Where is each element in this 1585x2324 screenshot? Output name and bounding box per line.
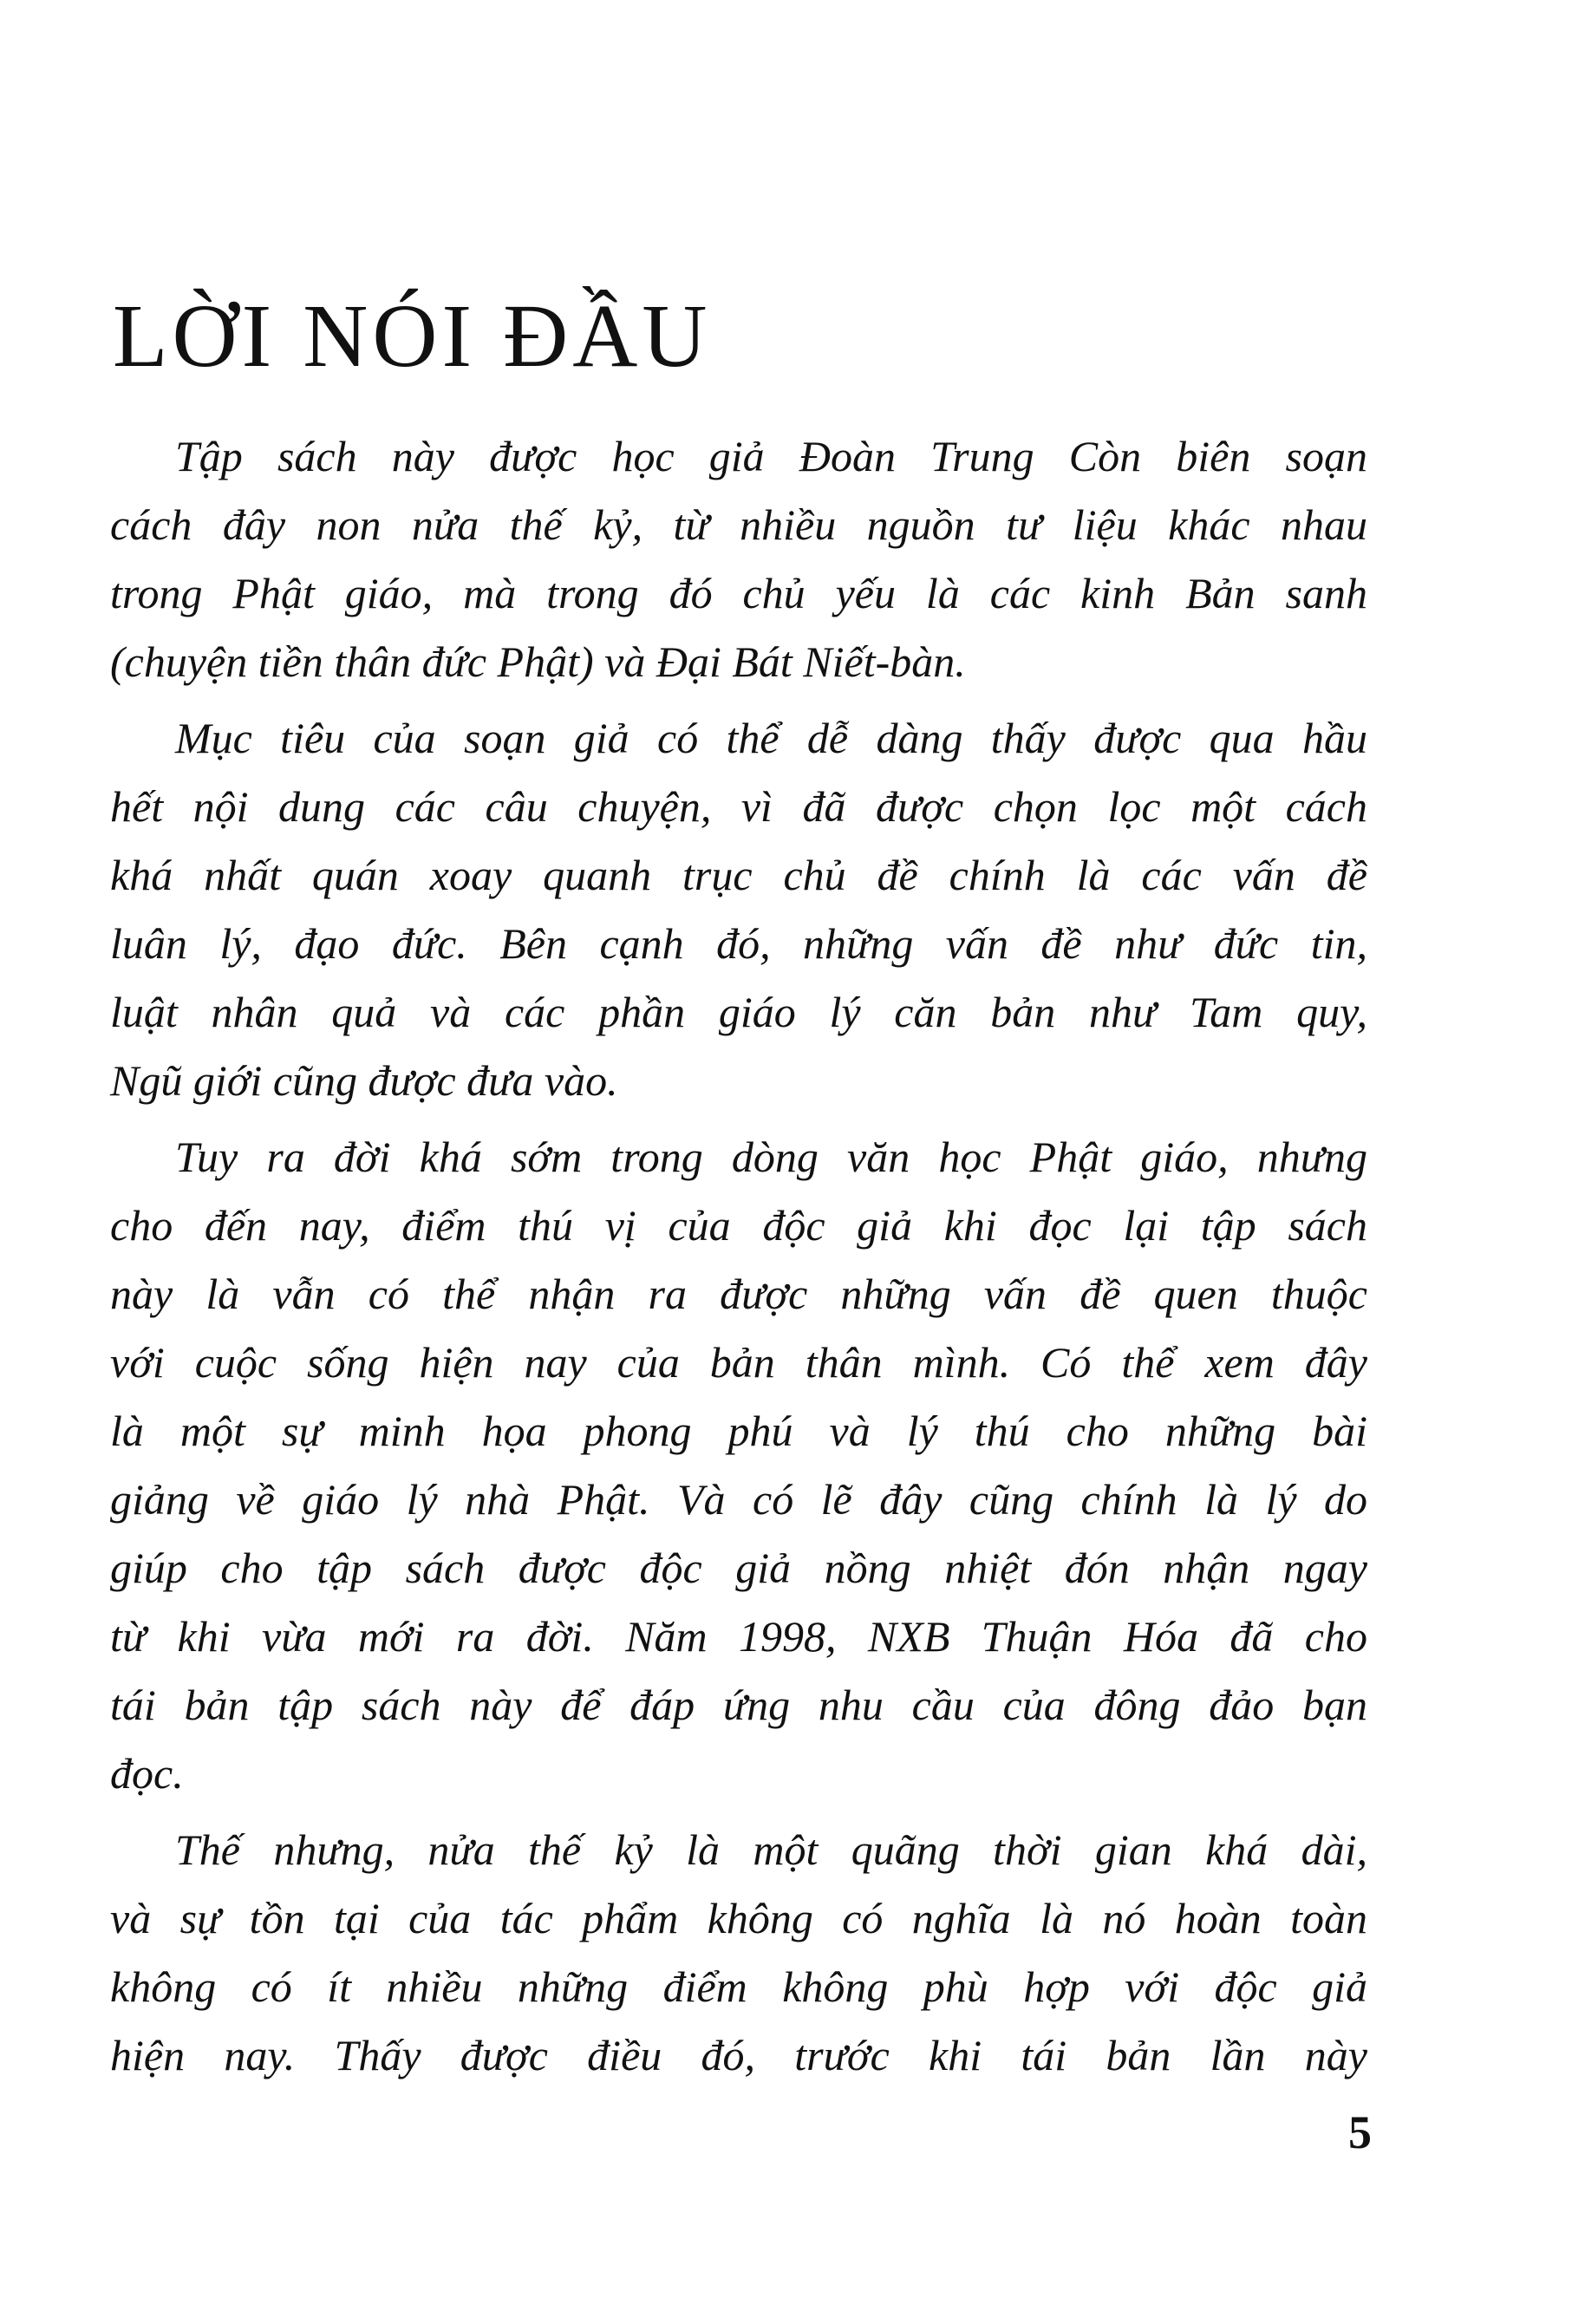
paragraph-4-line: hiện nay. Thấy được điều đó, trước khi tái bản lần này bbox=[110, 2031, 1367, 2079]
paragraph-3-line: Tuy ra đời khá sớm trong dòng văn học Phật giáo, nhưng bbox=[175, 1133, 1367, 1181]
paragraph-1-line: cách đây non nửa thế kỷ, từ nhiều nguồn tư liệu khác nhau bbox=[110, 500, 1367, 549]
paragraph-4-line: không có ít nhiều những điểm không phù hợp với độc giả bbox=[110, 1962, 1367, 2011]
paragraph-2-line: luân lý, đạo đức. Bên cạnh đó, những vấn đề như đức tin, bbox=[110, 919, 1367, 968]
paragraph-3-line: giúp cho tập sách được độc giả nồng nhiệt đón nhận ngay bbox=[110, 1544, 1367, 1592]
body-text bbox=[110, 422, 1367, 2090]
paragraph-4-line: Thế nhưng, nửa thế kỷ là một quãng thời gian khá dài, bbox=[175, 1825, 1367, 1874]
paragraph-4-line: và sự tồn tại của tác phẩm không có nghĩa là nó hoàn toàn bbox=[110, 1894, 1367, 1942]
page-number: 5 bbox=[1348, 2106, 1372, 2158]
paragraph-3-line: giảng về giáo lý nhà Phật. Và có lẽ đây cũng chính là lý do bbox=[110, 1475, 1367, 1524]
paragraph-3-line: này là vẫn có thể nhận ra được những vấn đề quen thuộc bbox=[110, 1270, 1367, 1318]
page-heading: LỜI NÓI ĐẦU bbox=[113, 286, 712, 386]
paragraph-3-line: tái bản tập sách này để đáp ứng nhu cầu của đông đảo bạn bbox=[110, 1681, 1367, 1729]
paragraph-2-line: khá nhất quán xoay quanh trục chủ đề chính là các vấn đề bbox=[110, 851, 1367, 899]
paragraph-3-line: với cuộc sống hiện nay của bản thân mình. Có thể xem đây bbox=[110, 1338, 1367, 1387]
paragraph-2-line: luật nhân quả và các phần giáo lý căn bản như Tam quy, bbox=[110, 988, 1367, 1036]
paragraph-2-line: Mục tiêu của soạn giả có thể dễ dàng thấy được qua hầu bbox=[175, 714, 1367, 762]
paragraph-1-line: Tập sách này được học giả Đoàn Trung Còn biên soạn bbox=[175, 432, 1367, 480]
paragraph-3-line: là một sự minh họa phong phú và lý thú cho những bài bbox=[110, 1407, 1367, 1455]
paragraph-gap bbox=[110, 696, 1367, 704]
paragraph-2-line: hết nội dung các câu chuyện, vì đã được chọn lọc một cách bbox=[110, 782, 1367, 831]
paragraph-2-line: Ngũ giới cũng được đưa vào. bbox=[110, 1056, 618, 1105]
paragraph-3-line: từ khi vừa mới ra đời. Năm 1998, NXB Thuận Hóa đã cho bbox=[110, 1612, 1367, 1661]
paragraph-gap bbox=[110, 1808, 1367, 1816]
paragraph-1-line: (chuyện tiền thân đức Phật) và Đại Bát Niết-bàn. bbox=[110, 637, 966, 686]
paragraph-3-line: đọc. bbox=[110, 1749, 184, 1798]
paragraph-3-line: cho đến nay, điểm thú vị của độc giả khi đọc lại tập sách bbox=[110, 1201, 1367, 1250]
paragraph-1-line: trong Phật giáo, mà trong đó chủ yếu là các kinh Bản sanh bbox=[110, 569, 1367, 617]
paragraph-gap bbox=[110, 1115, 1367, 1123]
